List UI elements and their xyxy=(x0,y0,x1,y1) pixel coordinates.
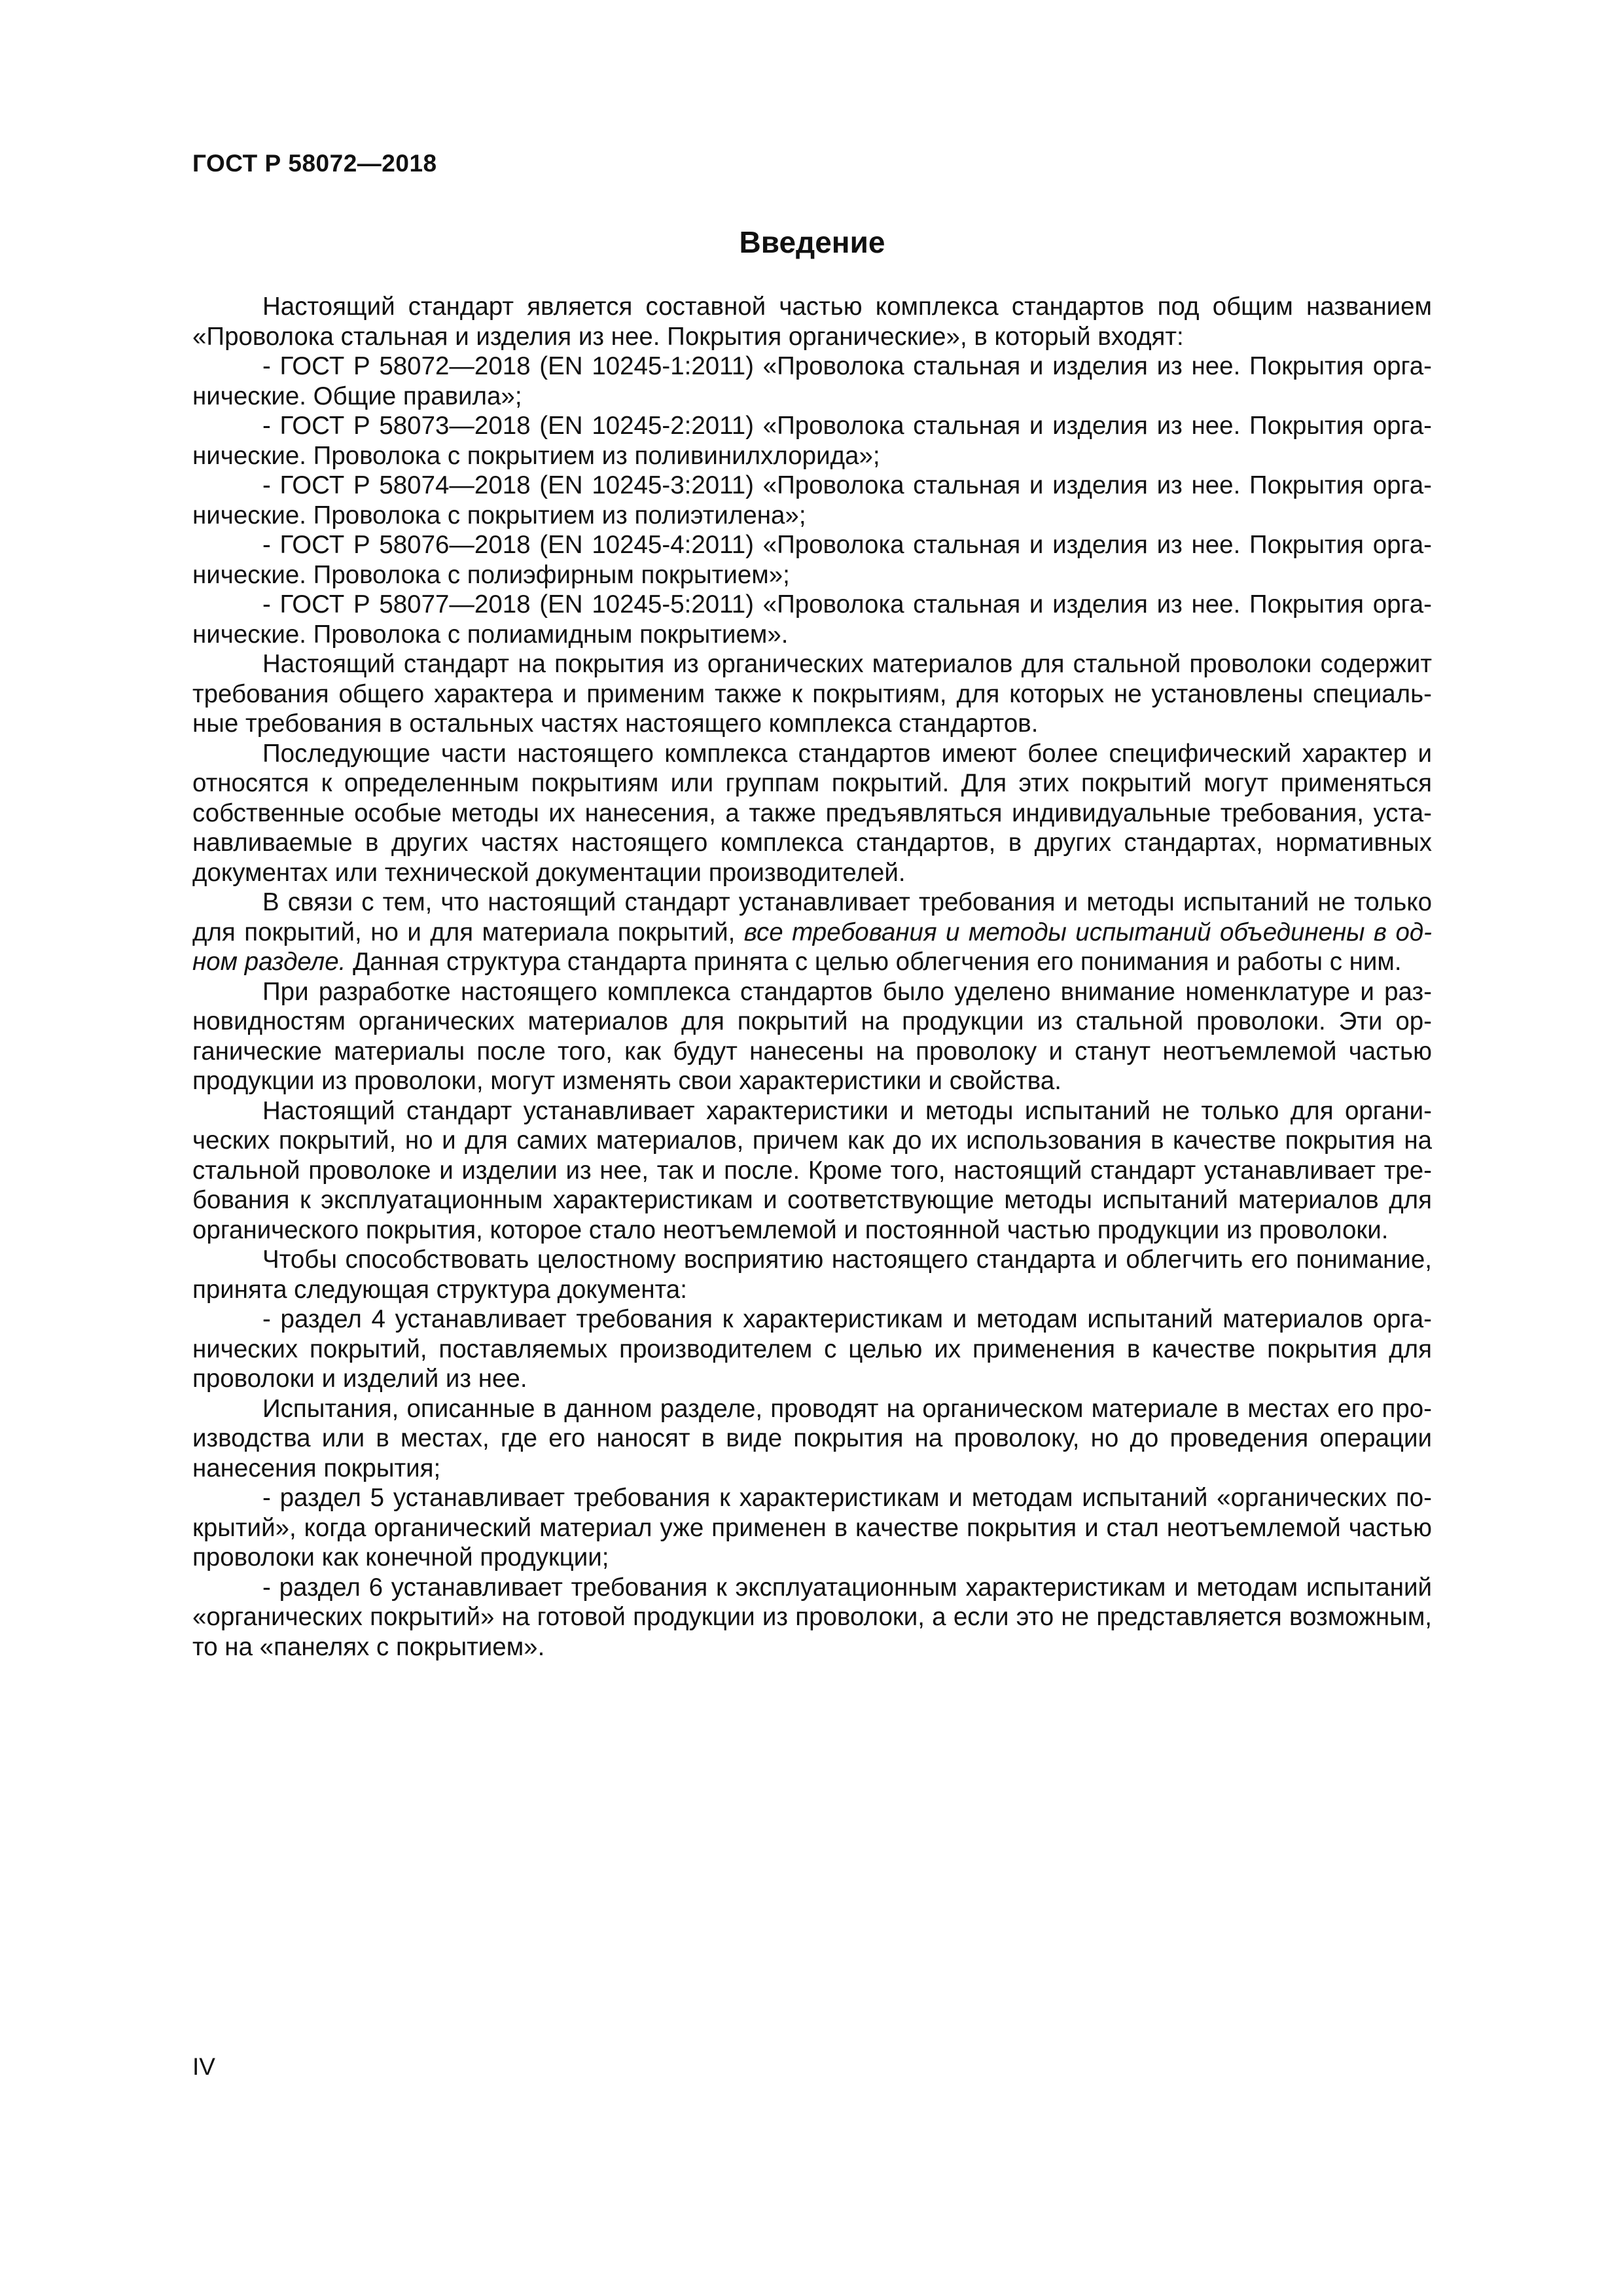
paragraph-nomenclature: При разработке настоящего комплекса стандартов было уделено внимание номенклатуре и разновидностям органических материалов для покрытий на продукции из стальной проволоки. Эти органические материалы после того, как будут нанесены на проволоку и станут неотъемлемой частью продукции из проволоки, могут изменять свои характеристики и свойства. xyxy=(192,977,1432,1095)
list-item-gost-58076: - ГОСТ Р 58076—2018 (EN 10245-4:2011) «Проволока стальная и изделия из нее. Покрытия органические. Проволока с полиэфирным покрытием»; xyxy=(192,531,1432,589)
paragraph-document-structure: Чтобы способствовать целостному восприятию настоящего стандарта и облегчить его понимание, принята следующая структура документа: xyxy=(192,1246,1432,1304)
section-title: Введение xyxy=(739,225,885,259)
list-item-section-4: - раздел 4 устанавливает требования к характеристикам и методам испытаний материалов органических покрытий, поставляемых производителем с целью их применения в качестве покрытия для проволоки и изделий из нее. xyxy=(192,1305,1432,1393)
paragraph-structure-note-italic: все требования и методы испытаний объединены в одном разделе. xyxy=(192,918,1432,976)
list-item-gost-58073: - ГОСТ Р 58073—2018 (EN 10245-2:2011) «Проволока стальная и изделия из нее. Покрытия органические. Проволока с покрытием из поливинилхлорида»; xyxy=(192,412,1432,470)
paragraph-structure-note-end: Данная структура стандарта принята с целью облегчения его понимания и работы с ним. xyxy=(346,948,1402,976)
paragraph-general-requirements: Настоящий стандарт на покрытия из органических материалов для стальной проволоки содержит требования общего характера и применим также к покрытиям, для которых не установлены специальные требования в остальных частях настоящего комплекса стандартов. xyxy=(192,650,1432,738)
list-item-section-6: - раздел 6 устанавливает требования к эксплуатационным характеристикам и методам испытаний «органических покрытий» на готовой продукции из проволоки, а если это не представляется возможным, то на «панелях с покрытием». xyxy=(192,1573,1432,1661)
list-item-gost-58072: - ГОСТ Р 58072—2018 (EN 10245-1:2011) «Проволока стальная и изделия из нее. Покрытия органические. Общие правила»; xyxy=(192,352,1432,410)
body-text xyxy=(192,292,1432,1662)
paragraph-structure-note xyxy=(192,888,1432,977)
paragraph-subsequent-parts: Последующие части настоящего комплекса стандартов имеют более специфический характер и относятся к определенным покрытиям или группам покрытий. Для этих покрытий могут применяться собственные особые методы их нанесения, а также предъявляться индивидуальные требования, устанавливаемые в других частях настоящего комплекса стандартов, в других стандартах, нормативных документах или технической документации производителей. xyxy=(192,739,1432,887)
paragraph-structure-note-start: В связи с тем, что настоящий стандарт устанавливает требования и методы испытаний не только для покрытий, но и для материала покрытий, xyxy=(192,888,1432,946)
paragraph-characteristics: Настоящий стандарт устанавливает характеристики и методы испытаний не только для органических покрытий, но и для самих материалов, причем как до их использования в качестве покрытия на стальной проволоке и изделии из нее, так и после. Кроме того, настоящий стандарт устанавливает требования к эксплуатационным характеристикам и соответствующие методы испытаний материалов для органического покрытия, которое стало неотъемлемой и постоянной частью продукции из проволоки. xyxy=(192,1096,1432,1244)
page-number: IV xyxy=(192,2053,215,2080)
paragraph-intro: Настоящий стандарт является составной частью комплекса стандартов под общим названием «Проволока стальная и изделия из нее. Покрытия органические», в который входят: xyxy=(192,293,1432,351)
list-item-section-5: - раздел 5 устанавливает требования к характеристикам и методам испытаний «органических покрытий», когда органический материал уже применен в качестве покрытия и стал неотъемлемой частью проволоки как конечной продукции; xyxy=(192,1484,1432,1571)
list-item-gost-58077: - ГОСТ Р 58077—2018 (EN 10245-5:2011) «Проволока стальная и изделия из нее. Покрытия органические. Проволока с полиамидным покрытием». xyxy=(192,590,1432,649)
paragraph-tests: Испытания, описанные в данном разделе, проводят на органическом материале в местах его производства или в местах, где его наносят в виде покрытия на проволоку, но до проведения операции нанесения покрытия; xyxy=(192,1394,1432,1482)
document-code: ГОСТ Р 58072—2018 xyxy=(192,150,437,177)
list-item-gost-58074: - ГОСТ Р 58074—2018 (EN 10245-3:2011) «Проволока стальная и изделия из нее. Покрытия органические. Проволока с покрытием из полиэтилена»; xyxy=(192,471,1432,529)
